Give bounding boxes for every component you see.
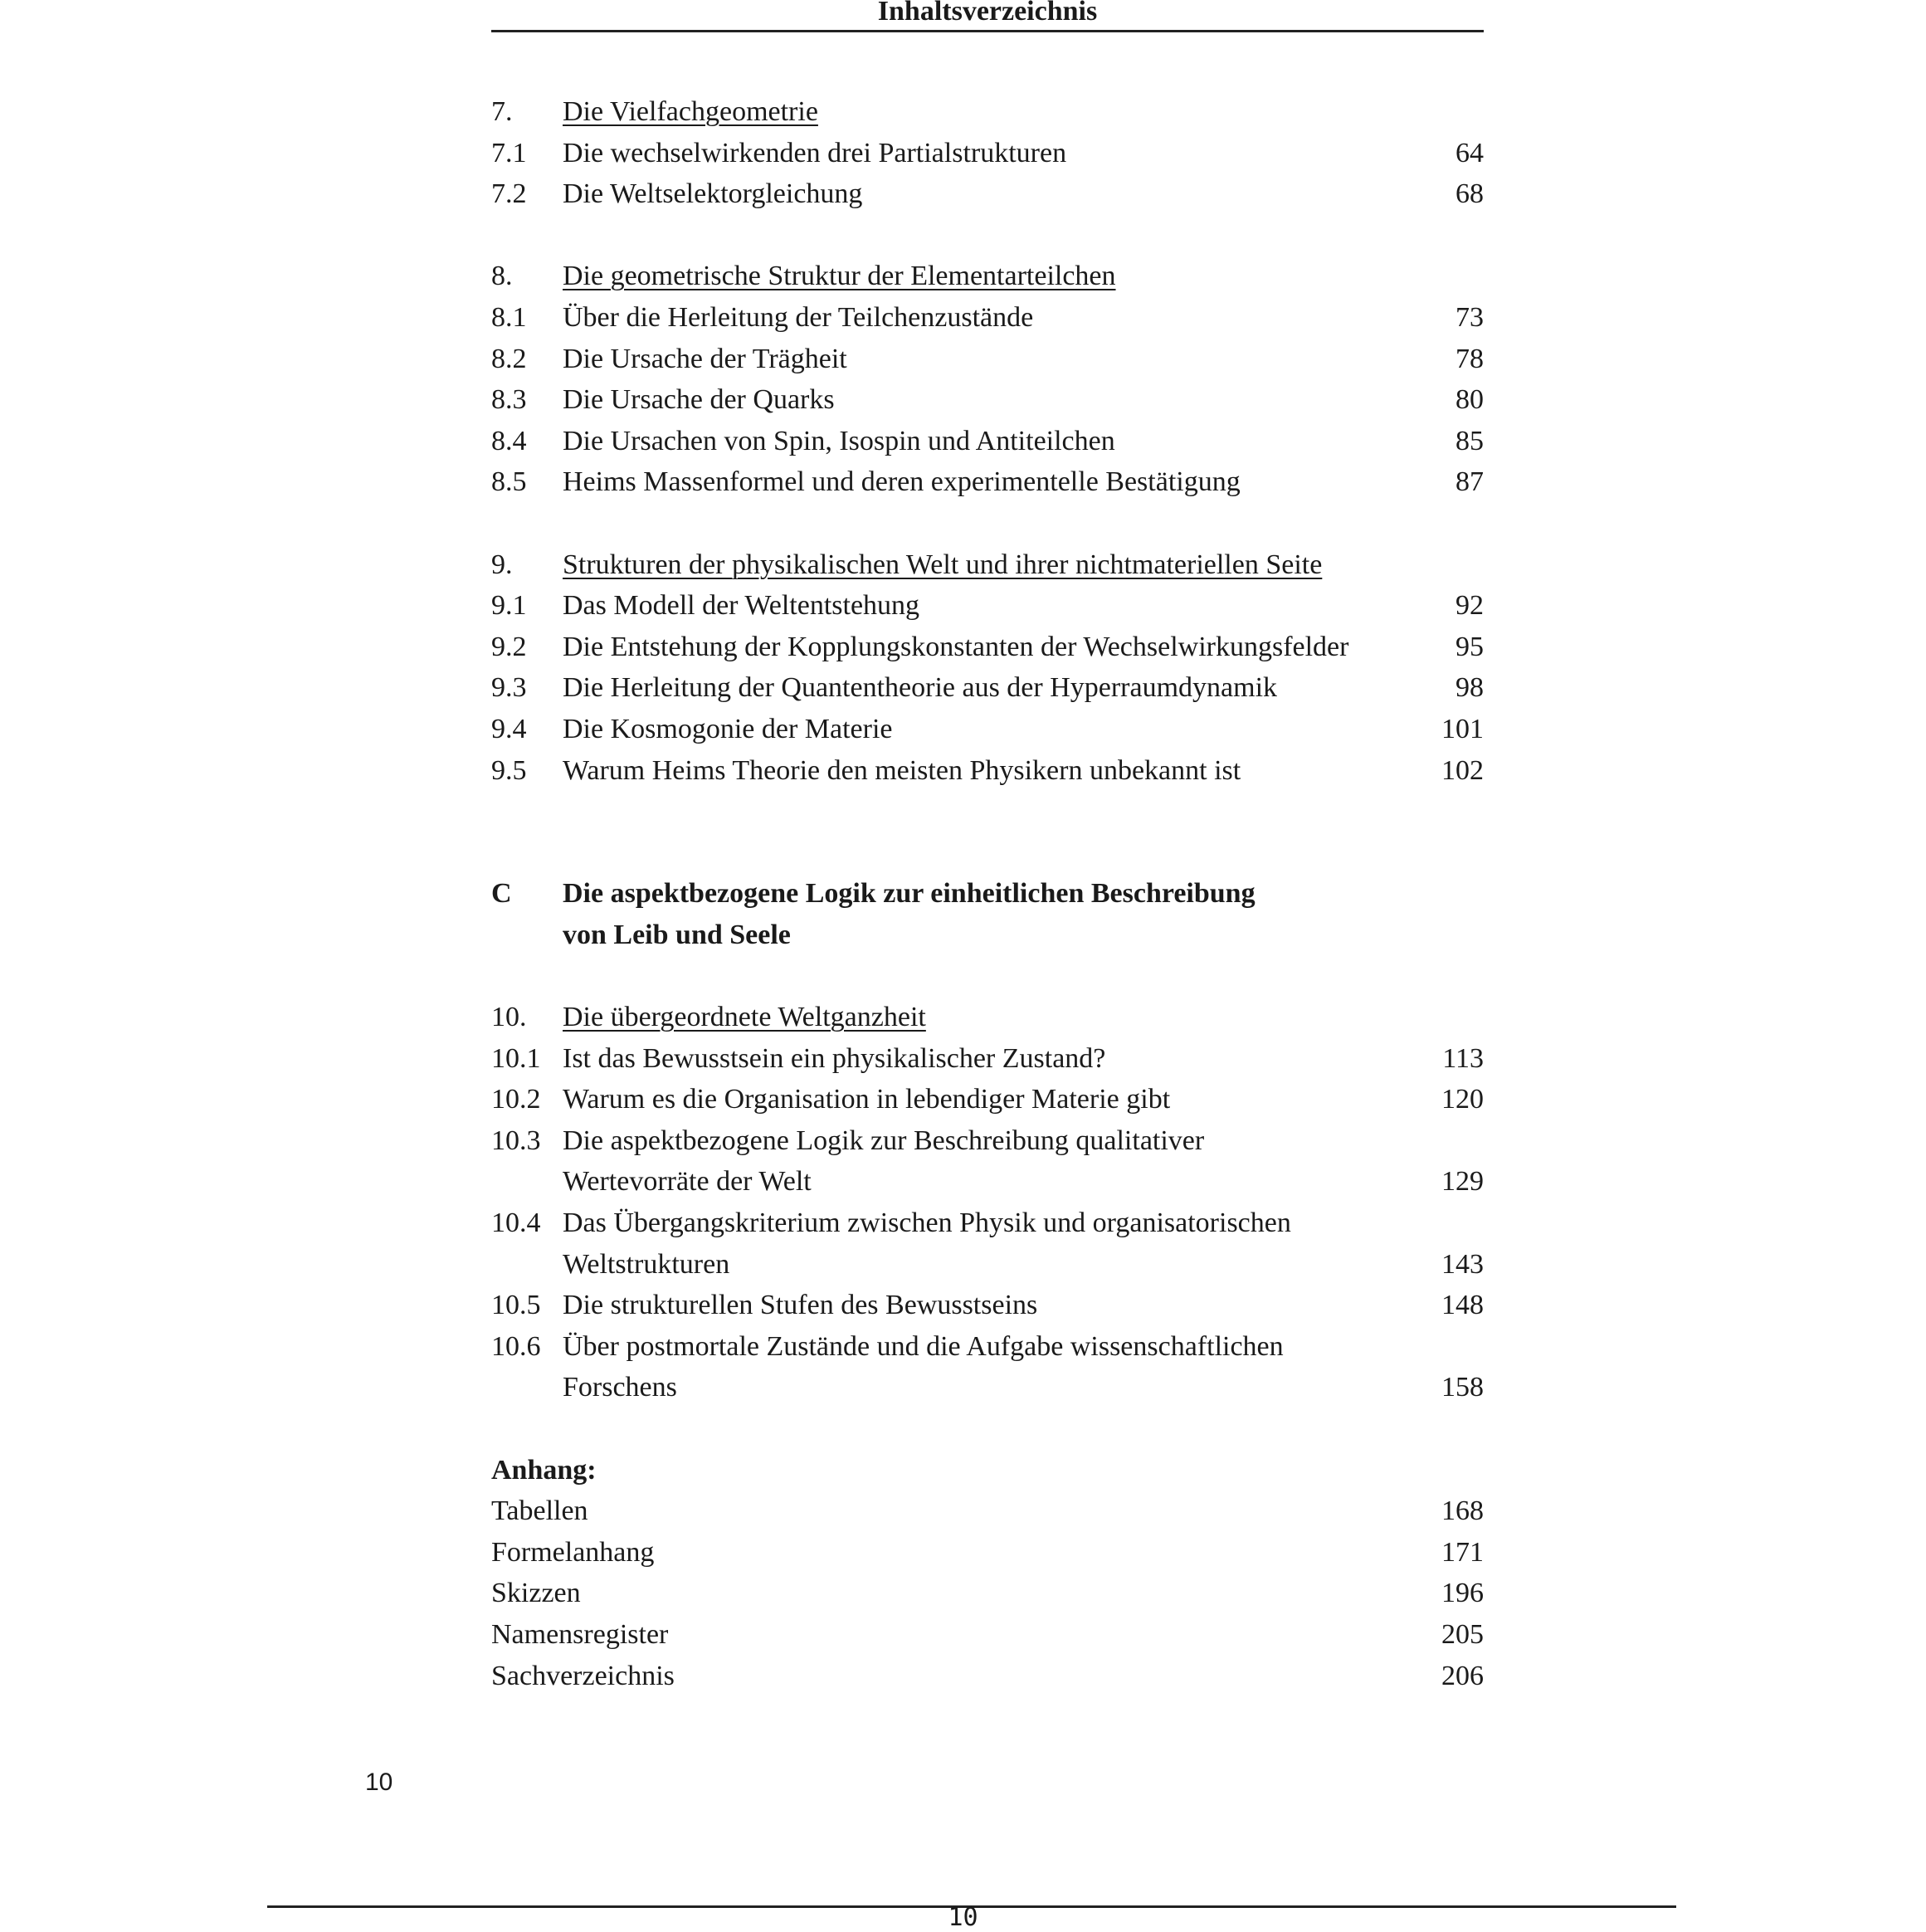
chapter-heading-7 bbox=[491, 91, 1484, 133]
chapter-number: 8. bbox=[491, 261, 513, 292]
section-number: 10.6 bbox=[491, 1330, 541, 1362]
toc-entry bbox=[491, 1038, 1484, 1080]
chapter-title: Die Vielfachgeometrie bbox=[563, 96, 818, 127]
page-number: 168 bbox=[1441, 1495, 1484, 1527]
spacer bbox=[491, 791, 1484, 873]
toc-entry-continued bbox=[491, 1244, 1484, 1286]
section-number: 10.3 bbox=[491, 1125, 541, 1156]
toc-entry bbox=[491, 1203, 1484, 1244]
page-number: 87 bbox=[1455, 466, 1484, 498]
section-title: Die Entstehung der Kopplungskonstanten der Wechselwirkungsfelder bbox=[563, 631, 1349, 662]
section-title-line2: Forschens bbox=[563, 1372, 677, 1403]
section-number: 10.2 bbox=[491, 1084, 541, 1115]
part-heading-c-continued bbox=[491, 915, 1484, 956]
page-number: 120 bbox=[1441, 1084, 1484, 1115]
section-number: 9.3 bbox=[491, 672, 527, 704]
toc-entry bbox=[491, 750, 1484, 792]
section-number: 9.1 bbox=[491, 590, 527, 622]
section-number: 9.5 bbox=[491, 754, 527, 786]
page-number: 129 bbox=[1441, 1166, 1484, 1198]
page-number: 64 bbox=[1455, 137, 1484, 168]
toc-entry bbox=[491, 1079, 1484, 1120]
toc-entry bbox=[491, 421, 1484, 462]
appendix-entry bbox=[491, 1573, 1484, 1614]
toc-entry bbox=[491, 1285, 1484, 1326]
running-header bbox=[491, 0, 1484, 32]
page-number: 101 bbox=[1441, 713, 1484, 744]
section-title-line2: Weltstrukturen bbox=[563, 1248, 730, 1280]
section-title: Die Herleitung der Quantentheorie aus der Hyperraumdynamik bbox=[563, 672, 1278, 704]
appendix-entry bbox=[491, 1532, 1484, 1573]
chapter-heading-8 bbox=[491, 256, 1484, 297]
section-title: Das Modell der Weltentstehung bbox=[563, 590, 920, 622]
spacer bbox=[491, 955, 1484, 997]
chapter-number: 10. bbox=[491, 1002, 527, 1033]
appendix-title: Formelanhang bbox=[491, 1536, 655, 1568]
toc-entry bbox=[491, 585, 1484, 627]
page-number: 85 bbox=[1455, 425, 1484, 456]
page-number: 113 bbox=[1442, 1042, 1484, 1074]
appendix-heading bbox=[491, 1450, 1484, 1491]
toc-entry bbox=[491, 1326, 1484, 1368]
page-number: 148 bbox=[1441, 1290, 1484, 1321]
page-number: 205 bbox=[1441, 1618, 1484, 1650]
appendix-title: Tabellen bbox=[491, 1495, 588, 1527]
toc-entry bbox=[491, 1120, 1484, 1162]
section-number: 9.4 bbox=[491, 713, 527, 744]
chapter-number: 9. bbox=[491, 549, 513, 580]
page-number: 171 bbox=[1441, 1536, 1484, 1568]
section-title: Die Weltselektorgleichung bbox=[563, 178, 863, 210]
section-number: 8.2 bbox=[491, 343, 527, 374]
page-number: 98 bbox=[1455, 672, 1484, 704]
section-number: 10.5 bbox=[491, 1290, 541, 1321]
appendix-heading-label: Anhang: bbox=[491, 1454, 597, 1486]
section-number: 8.4 bbox=[491, 425, 527, 456]
section-title: Die Ursachen von Spin, Isospin und Antiteilchen bbox=[563, 425, 1115, 456]
appendix-title: Sachverzeichnis bbox=[491, 1660, 675, 1691]
appendix-entry bbox=[491, 1614, 1484, 1656]
appendix-entry bbox=[491, 1490, 1484, 1532]
toc-entry-continued bbox=[491, 1161, 1484, 1203]
toc-entry bbox=[491, 173, 1484, 215]
page-number: 206 bbox=[1441, 1660, 1484, 1691]
section-number: 8.5 bbox=[491, 466, 527, 498]
page-number-bottom: 10 bbox=[948, 1903, 978, 1932]
toc-entry bbox=[491, 667, 1484, 709]
toc-entry bbox=[491, 709, 1484, 750]
page-number: 73 bbox=[1455, 301, 1484, 333]
section-number: 8.3 bbox=[491, 384, 527, 416]
toc-entry bbox=[491, 461, 1484, 503]
chapter-heading-9 bbox=[491, 544, 1484, 586]
chapter-title: Die übergeordnete Weltganzheit bbox=[563, 1002, 926, 1033]
table-of-contents bbox=[491, 91, 1484, 1696]
appendix-title: Skizzen bbox=[491, 1578, 581, 1609]
page-number: 80 bbox=[1455, 384, 1484, 416]
part-heading-c bbox=[491, 873, 1484, 915]
header-title: Inhaltsverzeichnis bbox=[877, 0, 1098, 27]
section-number: 7.1 bbox=[491, 137, 527, 168]
section-title: Warum Heims Theorie den meisten Physikern unbekannt ist bbox=[563, 754, 1241, 786]
section-title-line1: Das Übergangskriterium zwischen Physik und organisatorischen bbox=[563, 1208, 1291, 1239]
section-title: Heims Massenformel und deren experimentelle Bestätigung bbox=[563, 466, 1241, 498]
page-number: 158 bbox=[1441, 1372, 1484, 1403]
section-number: 10.1 bbox=[491, 1042, 541, 1074]
section-title: Die strukturellen Stufen des Bewusstseins bbox=[563, 1290, 1038, 1321]
toc-entry bbox=[491, 297, 1484, 339]
appendix-title: Namensregister bbox=[491, 1618, 669, 1650]
toc-entry bbox=[491, 379, 1484, 421]
chapter-heading-10 bbox=[491, 997, 1484, 1038]
section-number: 9.2 bbox=[491, 631, 527, 662]
section-title-line1: Über postmortale Zustände und die Aufgabe wissenschaftlichen bbox=[563, 1330, 1284, 1362]
page-number: 196 bbox=[1441, 1578, 1484, 1609]
section-number: 8.1 bbox=[491, 301, 527, 333]
section-title: Ist das Bewusstsein ein physikalischer Zustand? bbox=[563, 1042, 1106, 1074]
page-number: 102 bbox=[1441, 754, 1484, 786]
part-title-line2: von Leib und Seele bbox=[563, 919, 791, 950]
section-title: Die Ursache der Trägheit bbox=[563, 343, 847, 374]
section-title: Über die Herleitung der Teilchenzustände bbox=[563, 301, 1034, 333]
appendix-entry bbox=[491, 1656, 1484, 1697]
section-title: Warum es die Organisation in lebendiger Materie gibt bbox=[563, 1084, 1171, 1115]
chapter-title: Die geometrische Struktur der Elementarteilchen bbox=[563, 261, 1116, 292]
spacer bbox=[491, 1408, 1484, 1450]
section-title: Die Kosmogonie der Materie bbox=[563, 713, 893, 744]
section-title-line1: Die aspektbezogene Logik zur Beschreibung qualitativer bbox=[563, 1125, 1205, 1156]
section-title-line2: Wertevorräte der Welt bbox=[563, 1166, 812, 1198]
page-number: 143 bbox=[1441, 1248, 1484, 1280]
section-number: 10.4 bbox=[491, 1208, 541, 1239]
section-title: Die wechselwirkenden drei Partialstrukturen bbox=[563, 137, 1067, 168]
toc-entry bbox=[491, 627, 1484, 668]
spacer bbox=[491, 215, 1484, 256]
page-number: 68 bbox=[1455, 178, 1484, 210]
page-number: 95 bbox=[1455, 631, 1484, 662]
page-number: 92 bbox=[1455, 590, 1484, 622]
section-title: Die Ursache der Quarks bbox=[563, 384, 835, 416]
toc-entry bbox=[491, 339, 1484, 380]
part-title-line1: Die aspektbezogene Logik zur einheitlichen Beschreibung bbox=[563, 878, 1256, 910]
page-number-left: 10 bbox=[365, 1769, 393, 1796]
section-number: 7.2 bbox=[491, 178, 527, 210]
page-number: 78 bbox=[1455, 343, 1484, 374]
chapter-title: Strukturen der physikalischen Welt und ihrer nichtmateriellen Seite bbox=[563, 549, 1323, 580]
toc-entry bbox=[491, 133, 1484, 174]
part-letter: C bbox=[491, 878, 512, 910]
spacer bbox=[491, 503, 1484, 544]
chapter-number: 7. bbox=[491, 96, 513, 127]
toc-entry-continued bbox=[491, 1367, 1484, 1408]
